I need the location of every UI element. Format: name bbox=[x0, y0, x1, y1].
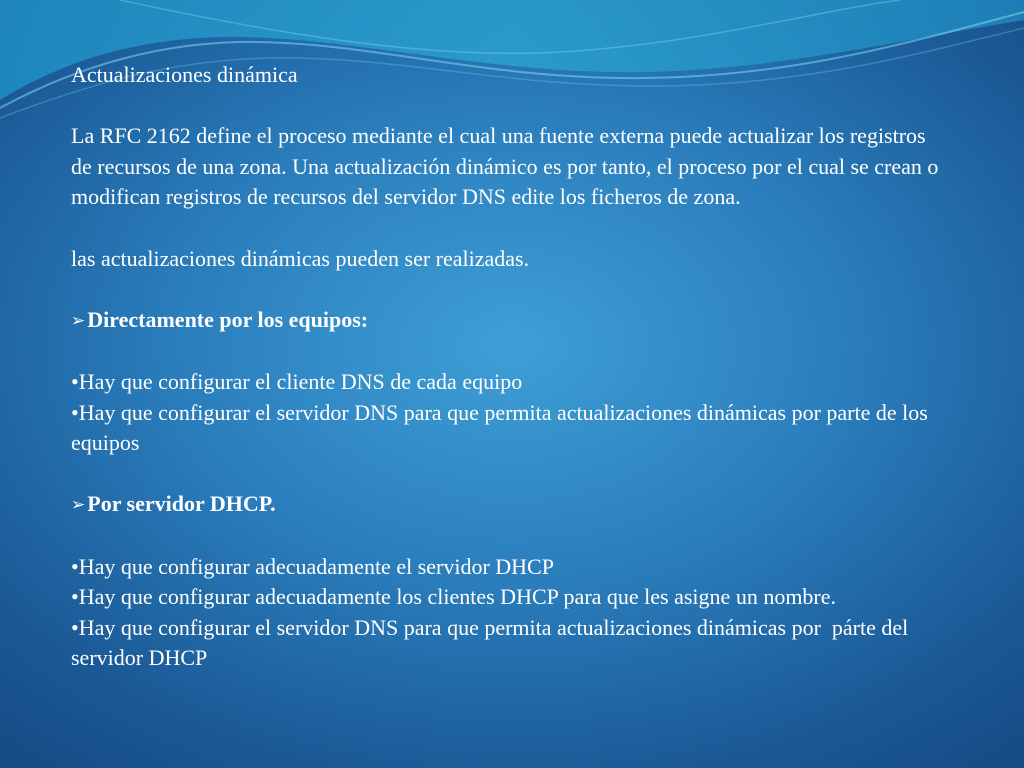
spacer bbox=[71, 521, 951, 552]
section-heading-text: Por servidor DHCP. bbox=[87, 491, 276, 517]
bullet-item: •Hay que configurar adecuadamente los clientes DHCP para que les asigne un nombre. bbox=[71, 584, 837, 610]
lead-paragraph: las actualizaciones dinámicas pueden ser realizadas. bbox=[71, 245, 530, 271]
intro-paragraph: La RFC 2162 define el proceso mediante el cual una fuente externa puede actualizar los registros de recursos de una zona. Una actualización dinámico es por tanto, el proceso por el cual se crean o modifican registros de recursos del servidor DNS edite los ficheros de zona. bbox=[71, 123, 944, 210]
arrow-bullet-icon: ➢ bbox=[71, 310, 86, 331]
slide-body bbox=[71, 60, 951, 674]
spacer bbox=[71, 213, 951, 244]
section-heading-dhcp bbox=[71, 489, 951, 521]
spacer bbox=[71, 274, 951, 305]
spacer bbox=[71, 459, 951, 490]
spacer bbox=[71, 91, 951, 122]
slide-title: Actualizaciones dinámica bbox=[71, 62, 298, 87]
section-heading-equipos bbox=[71, 305, 951, 337]
bullet-item: •Hay que configurar adecuadamente el servidor DHCP bbox=[71, 553, 554, 579]
bullet-item: •Hay que configurar el servidor DNS para que permita actualizaciones dinámicas por párte del servidor DHCP bbox=[71, 614, 914, 671]
bullet-item: •Hay que configurar el cliente DNS de cada equipo bbox=[71, 368, 523, 394]
section-heading-text: Directamente por los equipos: bbox=[87, 306, 369, 332]
arrow-bullet-icon: ➢ bbox=[71, 495, 86, 516]
spacer bbox=[71, 336, 951, 367]
bullet-item: •Hay que configurar el servidor DNS para que permita actualizaciones dinámicas por parte de los equipos bbox=[71, 399, 934, 456]
